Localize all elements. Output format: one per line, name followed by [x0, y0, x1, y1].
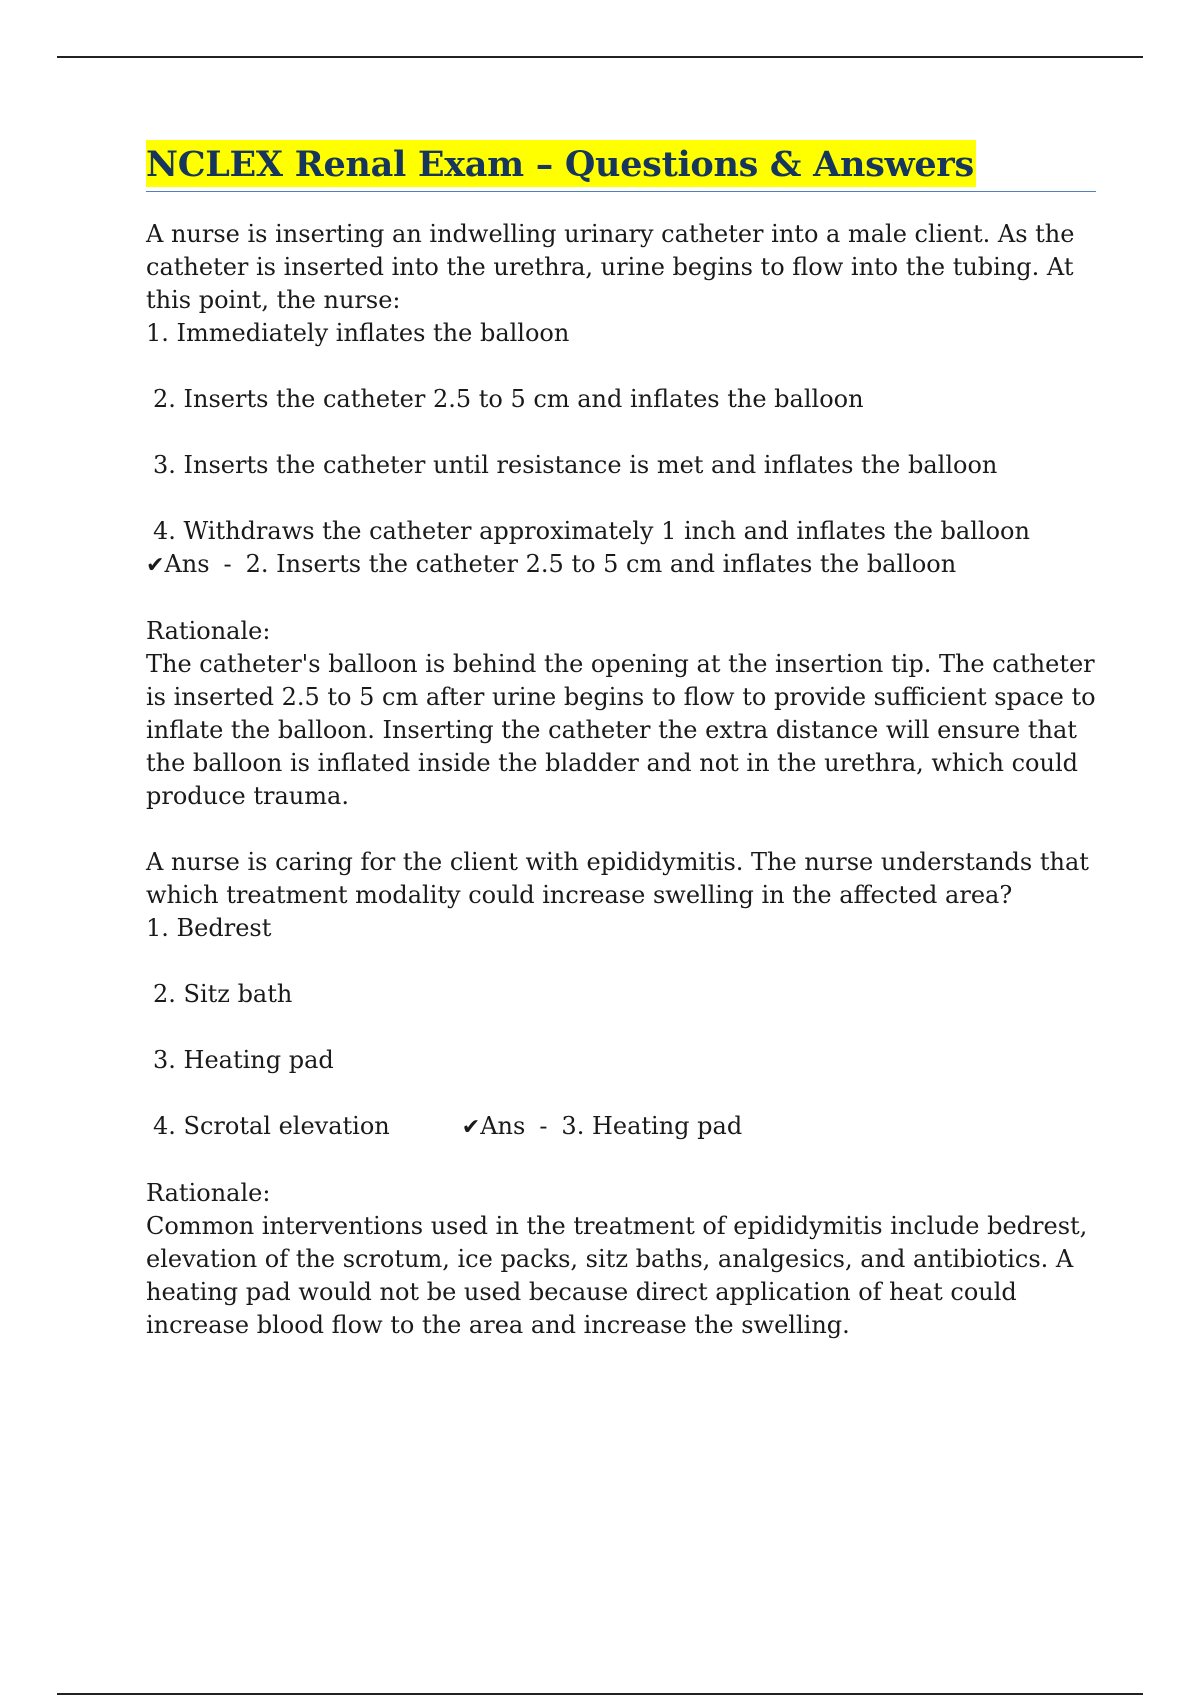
checkmark-icon: ✔ — [461, 1115, 481, 1140]
page-bottom-rule — [57, 1693, 1143, 1695]
answer-text: 2. Inserts the catheter 2.5 to 5 cm and inflates the balloon — [245, 550, 957, 578]
spacer — [146, 416, 1096, 449]
question-1-option-2: 2. Inserts the catheter 2.5 to 5 cm and inflates the balloon — [153, 385, 864, 413]
question-2-option-4-with-answer — [146, 1110, 1096, 1144]
question-1-option-3: 3. Inserts the catheter until resistance is met and inflates the balloon — [153, 451, 998, 479]
checkmark-icon: ✔ — [146, 553, 165, 578]
question-1-rationale-label: Rationale: — [146, 617, 271, 645]
question-2-option-1: 1. Bedrest — [146, 914, 272, 942]
question-2-rationale-label: Rationale: — [146, 1179, 271, 1207]
spacer — [146, 1011, 1096, 1044]
answer-label: Ans — [164, 550, 210, 578]
spacer — [146, 813, 1096, 846]
page-top-rule — [57, 56, 1143, 58]
spacer — [146, 945, 1096, 978]
question-1-answer — [146, 548, 1096, 582]
spacer — [146, 482, 1096, 515]
answer-dash: - — [539, 1112, 548, 1140]
spacer — [146, 1144, 1096, 1177]
question-2-text: A nurse is caring for the client with epididymitis. The nurse understands that which treatment modality could increase swelling in the affected area? — [146, 848, 1089, 909]
question-2 — [146, 846, 1096, 1342]
question-1-text: A nurse is inserting an indwelling urinary catheter into a male client. As the catheter is inserted into the urethra, urine begins to flow into the tubing. At this point, the nurse: — [146, 220, 1075, 314]
question-2-option-2: 2. Sitz bath — [153, 980, 293, 1008]
answer-dash: - — [223, 550, 232, 578]
question-1 — [146, 218, 1096, 813]
question-2-answer — [462, 1112, 742, 1140]
title-block — [146, 140, 1096, 192]
answer-label: Ans — [480, 1112, 526, 1140]
page-title: NCLEX Renal Exam – Questions & Answers — [146, 140, 976, 187]
document-body — [146, 140, 1096, 1342]
question-1-option-4: 4. Withdraws the catheter approximately 1 inch and inflates the balloon — [153, 517, 1030, 545]
question-2-option-3: 3. Heating pad — [153, 1046, 334, 1074]
answer-text: 3. Heating pad — [561, 1112, 743, 1140]
question-1-rationale: The catheter's balloon is behind the opening at the insertion tip. The catheter is inserted 2.5 to 5 cm after urine begins to flow to provide sufficient space to inflate the balloon. Inserting the catheter the extra distance will ensure that the balloon is inflated inside the bladder and not in the urethra, which could produce trauma. — [146, 650, 1096, 810]
question-2-option-4: 4. Scrotal elevation — [153, 1112, 390, 1140]
spacer — [146, 582, 1096, 615]
question-1-option-1: 1. Immediately inflates the balloon — [146, 319, 570, 347]
question-2-rationale: Common interventions used in the treatment of epididymitis include bedrest, elevation of the scrotum, ice packs, sitz baths, analgesics, and antibiotics. A heating pad would not be used because direct application of heat could increase blood flow to the area and increase the swelling. — [146, 1212, 1088, 1339]
spacer — [146, 1077, 1096, 1110]
spacer — [146, 350, 1096, 383]
